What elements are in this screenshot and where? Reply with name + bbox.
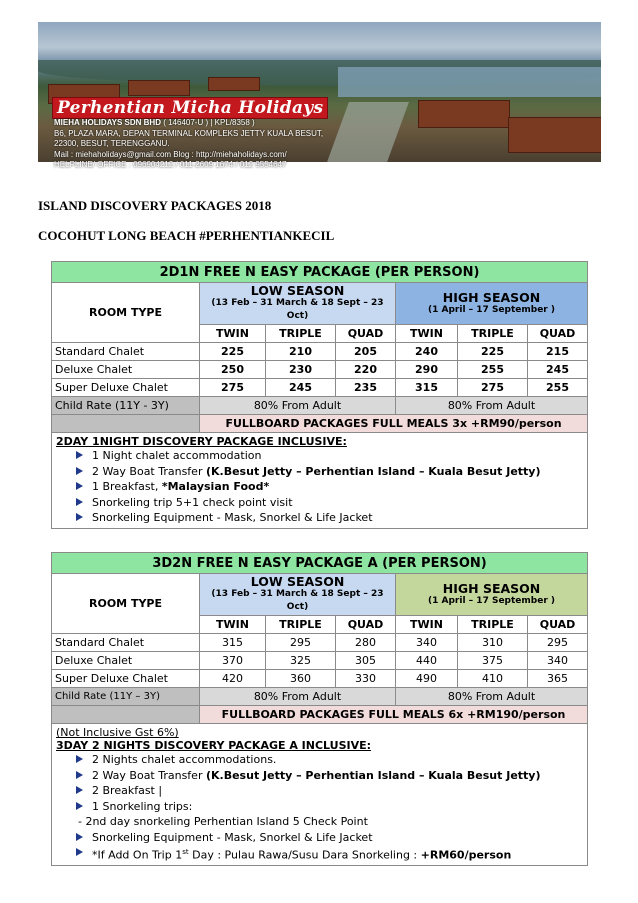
inclusions-list — [56, 448, 583, 526]
low-season-dates: (13 Feb – 31 March & 18 Sept – 23 Oct) — [211, 298, 384, 321]
item-text: Snorkeling trip 5+1 check point visit — [92, 495, 293, 509]
price-cell: 225 — [200, 343, 266, 361]
col-header: TRIPLE — [266, 325, 336, 343]
list-item — [78, 799, 583, 815]
high-season-dates: (1 April – 17 September ) — [428, 304, 555, 315]
list-item — [78, 783, 583, 799]
page-subtitle: COCOHUT LONG BEACH #PERHENTIANKECIL — [38, 228, 335, 243]
page-title: ISLAND DISCOVERY PACKAGES 2018 — [38, 198, 272, 213]
price-cell: 315 — [396, 379, 458, 397]
list-item — [78, 845, 583, 863]
fullboard-spacer — [52, 706, 200, 724]
package-title: 3D2N FREE N EASY PACKAGE A (PER PERSON) — [52, 553, 588, 574]
price-cell: 310 — [458, 634, 528, 652]
table-row — [52, 670, 588, 688]
high-season-header — [396, 283, 588, 325]
col-header: QUAD — [336, 616, 396, 634]
high-season-dates: (1 April – 17 September ) — [428, 595, 556, 606]
company-reg: ( 146407-U ) | KPL/8358 ) — [163, 118, 255, 127]
arrow-bullet-icon — [76, 833, 83, 841]
package-inclusions — [52, 433, 588, 529]
package-inclusions — [52, 724, 588, 866]
item-text: 1 Breakfast, — [92, 480, 162, 493]
arrow-bullet-icon — [76, 771, 83, 779]
price-cell: 375 — [458, 652, 528, 670]
price-cell: 245 — [528, 361, 588, 379]
col-header: TWIN — [396, 325, 458, 343]
room-type-header: ROOM TYPE — [52, 283, 200, 343]
price-cell: 245 — [266, 379, 336, 397]
price-cell: 220 — [336, 361, 396, 379]
inclusions-title: 3DAY 2 NIGHTS DISCOVERY PACKAGE A INCLUSIVE: — [56, 739, 372, 752]
price-cell: 215 — [528, 343, 588, 361]
price-cell: 275 — [200, 379, 266, 397]
arrow-bullet-icon — [76, 451, 83, 459]
inclusions-list — [56, 752, 583, 863]
list-item — [78, 479, 583, 495]
price-cell: 205 — [336, 343, 396, 361]
high-season-label: HIGH SEASON — [442, 289, 541, 305]
list-subitem — [78, 814, 583, 830]
price-cell: 235 — [336, 379, 396, 397]
child-rate-row — [52, 688, 588, 706]
child-rate-high: 80% From Adult — [396, 688, 588, 706]
col-header: TWIN — [396, 616, 458, 634]
contact-helpline: HELPLINE/ OFFICE : 096904212 / 011-2609 1674 / 012 9554647 — [54, 160, 287, 169]
col-header: QUAD — [336, 325, 396, 343]
col-header: TWIN — [200, 616, 266, 634]
item-text: Snorkeling Equipment - Mask, Snorkel & Life Jacket — [92, 511, 373, 524]
package-title: 2D1N FREE N EASY PACKAGE (PER PERSON) — [52, 262, 588, 283]
list-item — [78, 495, 583, 511]
arrow-bullet-icon — [76, 467, 83, 475]
company-name: MIEHA HOLIDAYS SDN BHD — [54, 118, 161, 127]
list-item — [78, 768, 583, 784]
fullboard-row — [52, 706, 588, 724]
price-cell: 255 — [458, 361, 528, 379]
list-item — [78, 830, 583, 846]
item-text: 2 Way Boat Transfer — [92, 768, 206, 782]
room-name: Super Deluxe Chalet — [52, 379, 200, 397]
child-rate-low: 80% From Adult — [200, 688, 396, 706]
fullboard-row — [52, 415, 588, 433]
high-season-label: HIGH SEASON — [442, 580, 541, 596]
room-name: Deluxe Chalet — [52, 361, 200, 379]
price-cell: 340 — [528, 652, 588, 670]
price-cell: 330 — [336, 670, 396, 688]
price-cell: 295 — [528, 634, 588, 652]
arrow-bullet-icon — [76, 482, 83, 490]
price-cell: 275 — [458, 379, 528, 397]
col-header: TRIPLE — [266, 616, 336, 634]
item-text: *If Add On Trip 1 — [92, 848, 183, 862]
child-rate-high: 80% From Adult — [396, 397, 588, 415]
item-text: 1 Snorkeling trips: — [92, 799, 193, 813]
price-cell: 325 — [266, 652, 336, 670]
arrow-bullet-icon — [76, 498, 83, 506]
item-text: - 2nd day snorkeling Perhentian Island 5 Check Point — [78, 815, 368, 828]
table-row — [52, 379, 588, 397]
gst-note: (Not Inclusive Gst 6%) — [56, 726, 179, 739]
price-cell: 440 — [396, 652, 458, 670]
arrow-bullet-icon — [76, 755, 83, 763]
item-text-bold: (K.Besut Jetty – Perhentian Island – Kuala Besut Jetty) — [205, 768, 541, 782]
list-item — [78, 510, 583, 526]
item-text: 2 Breakfast | — [92, 784, 163, 797]
col-header: TRIPLE — [458, 325, 528, 343]
arrow-bullet-icon — [76, 786, 83, 794]
inclusions-title: 2DAY 1NIGHT DISCOVERY PACKAGE INCLUSIVE: — [56, 435, 347, 448]
banner-roof — [418, 100, 510, 128]
price-cell: 255 — [528, 379, 588, 397]
table-row — [52, 634, 588, 652]
col-header: TRIPLE — [458, 616, 528, 634]
item-text-bold: (K.Besut Jetty – Perhentian Island – Kuala Besut Jetty) — [205, 464, 541, 478]
table-row — [52, 361, 588, 379]
price-cell: 365 — [528, 670, 588, 688]
banner-path — [327, 102, 409, 162]
table-row — [52, 652, 588, 670]
item-text-bold: *Malaysian Food* — [161, 480, 270, 493]
banner-roof — [208, 77, 260, 91]
fullboard-offer: FULLBOARD PACKAGES FULL MEALS 6x +RM190/person — [200, 706, 588, 724]
arrow-bullet-icon — [76, 513, 83, 521]
fullboard-spacer — [52, 415, 200, 433]
price-cell: 250 — [200, 361, 266, 379]
banner-roof — [508, 117, 601, 153]
price-cell: 370 — [200, 652, 266, 670]
price-cell: 305 — [336, 652, 396, 670]
item-text: 1 Night chalet accommodation — [92, 449, 262, 462]
item-text-bold: +RM60/person — [420, 848, 512, 862]
price-cell: 225 — [458, 343, 528, 361]
arrow-bullet-icon — [76, 848, 83, 856]
item-text: 2 Nights chalet accommodations. — [92, 753, 277, 766]
col-header: QUAD — [528, 616, 588, 634]
low-season-label: LOW SEASON — [250, 574, 345, 589]
price-cell: 240 — [396, 343, 458, 361]
price-cell: 420 — [200, 670, 266, 688]
room-name: Super Deluxe Chalet — [52, 670, 200, 688]
price-cell: 410 — [458, 670, 528, 688]
price-cell: 360 — [266, 670, 336, 688]
child-rate-label: Child Rate (11Y - 3Y) — [52, 397, 200, 415]
room-type-header: ROOM TYPE — [52, 574, 200, 634]
arrow-bullet-icon — [76, 802, 83, 810]
low-season-label: LOW SEASON — [250, 283, 345, 298]
list-item — [78, 448, 583, 464]
address-line-2: 22300, BESUT, TERENGGANU. — [54, 139, 170, 148]
list-item — [78, 464, 583, 480]
item-text: 2 Way Boat Transfer — [92, 464, 206, 478]
price-cell: 290 — [396, 361, 458, 379]
price-cell: 210 — [266, 343, 336, 361]
company-logo: Perhentian Micha Holidays — [52, 97, 328, 119]
low-season-header — [200, 283, 396, 325]
room-name: Standard Chalet — [52, 634, 200, 652]
banner-sea — [338, 67, 601, 97]
item-superscript: st — [182, 848, 189, 856]
price-cell: 490 — [396, 670, 458, 688]
child-rate-row — [52, 397, 588, 415]
low-season-header — [200, 574, 396, 616]
room-name: Standard Chalet — [52, 343, 200, 361]
address-line-1: B6, PLAZA MARA, DEPAN TERMINAL KOMPLEKS JETTY KUALA BESUT, — [54, 128, 324, 138]
company-info — [54, 118, 323, 171]
child-rate-low: 80% From Adult — [200, 397, 396, 415]
col-header: TWIN — [200, 325, 266, 343]
price-cell: 340 — [396, 634, 458, 652]
child-rate-label: Child Rate (11Y – 3Y) — [52, 688, 200, 706]
price-cell: 315 — [200, 634, 266, 652]
col-header: QUAD — [528, 325, 588, 343]
room-name: Deluxe Chalet — [52, 652, 200, 670]
package-table-3d2n — [51, 552, 588, 866]
contact-mail: Mail : miehaholidays@gmail.com Blog : http://miehaholidays.com/ — [54, 149, 287, 159]
low-season-dates: (13 Feb – 31 March & 18 Sept – 23 Oct) — [211, 589, 384, 612]
item-text: Snorkeling Equipment - Mask, Snorkel & Life Jacket — [92, 830, 373, 844]
package-table-2d1n — [51, 261, 588, 529]
price-cell: 295 — [266, 634, 336, 652]
price-cell: 230 — [266, 361, 336, 379]
table-row — [52, 343, 588, 361]
banner-roof — [128, 80, 190, 96]
list-item — [78, 752, 583, 768]
high-season-header — [396, 574, 588, 616]
price-cell: 280 — [336, 634, 396, 652]
fullboard-offer: FULLBOARD PACKAGES FULL MEALS 3x +RM90/person — [200, 415, 588, 433]
item-text: Day : Pulau Rawa/Susu Dara Snorkeling : — [188, 848, 421, 862]
